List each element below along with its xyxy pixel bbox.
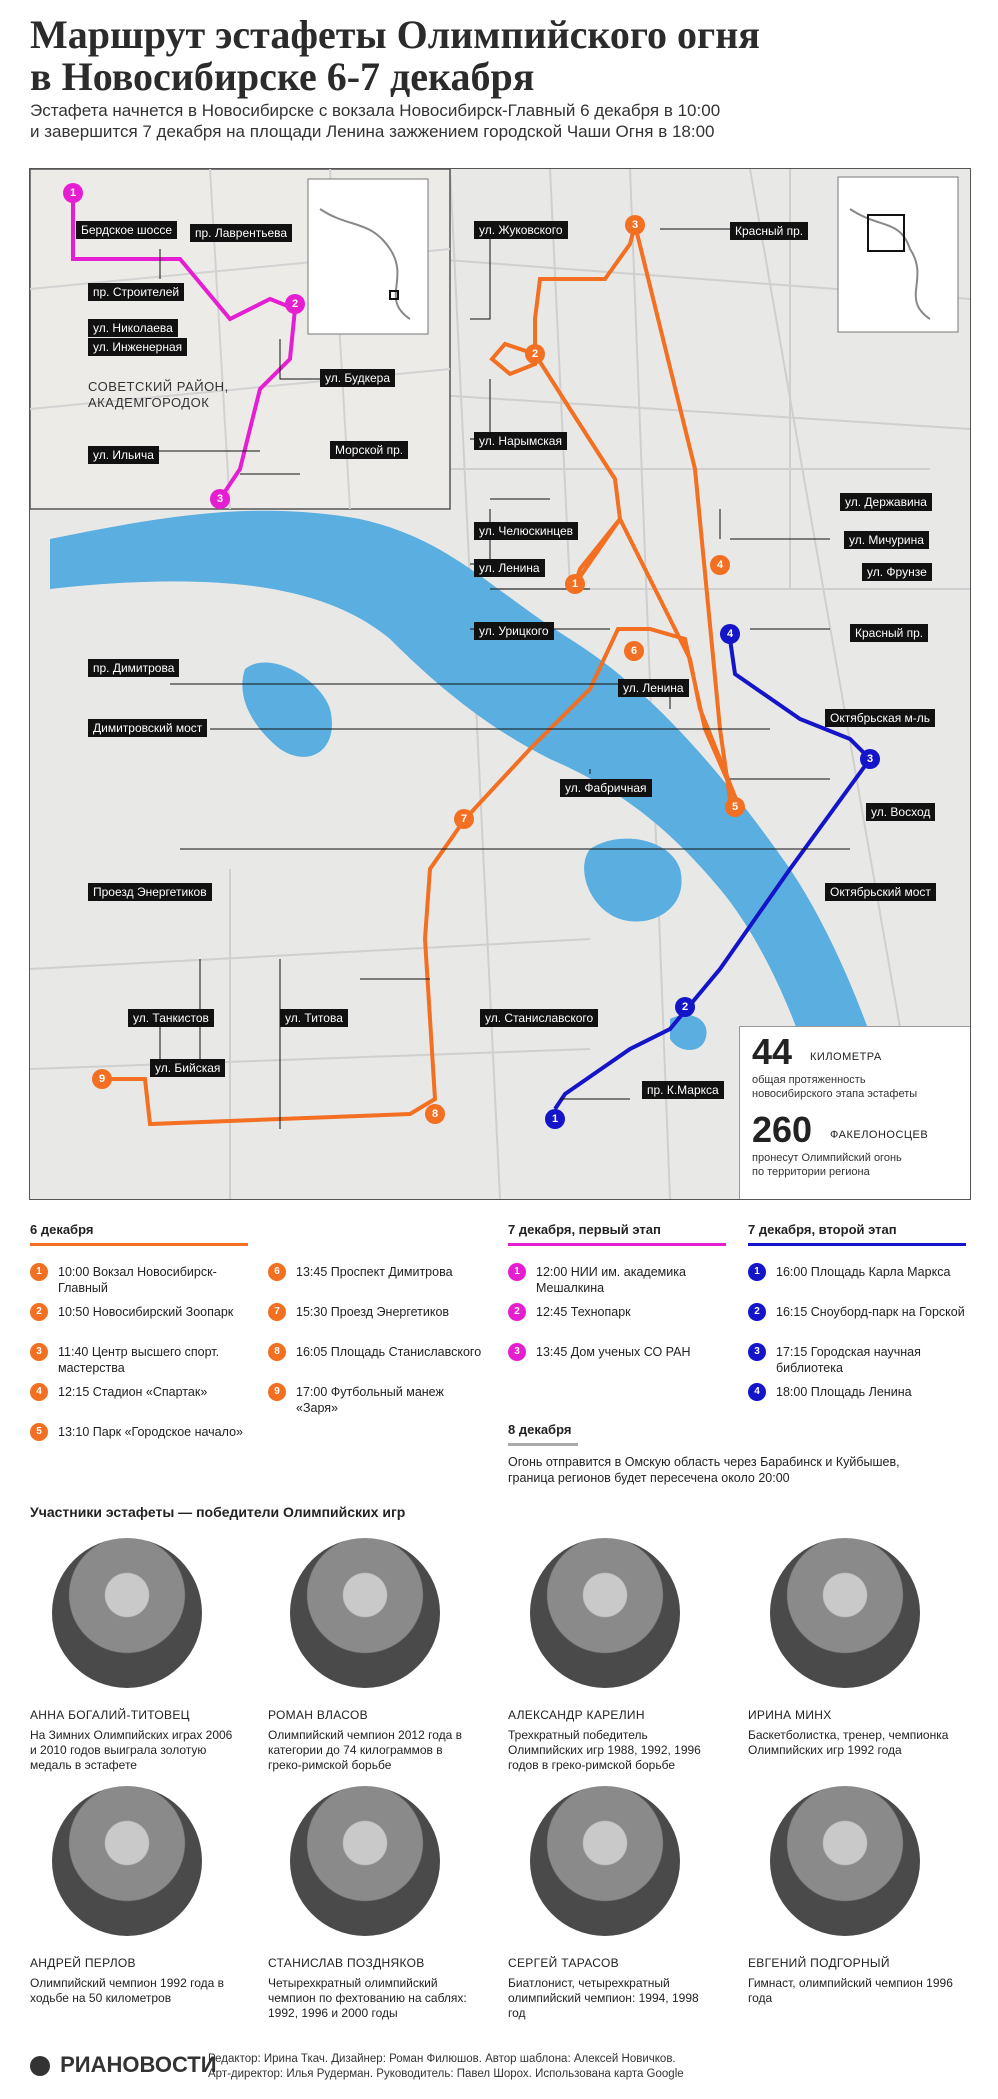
- participant-desc: Четырехкратный олимпийский чемпион по фехтованию на саблях: 1992, 1996 и 2000 годы: [268, 1976, 467, 2020]
- participant-photo: [290, 1786, 440, 1936]
- day2-stage2-item-2-time: 16:15: [776, 1305, 808, 1319]
- day2-stage1-item-2-number: 2: [508, 1303, 526, 1321]
- day1-item-9-place: Футбольный манеж «Заря»: [296, 1385, 444, 1415]
- day2-stage2-item-4-number: 4: [748, 1383, 766, 1401]
- day1-item-1-time: 10:00: [58, 1265, 90, 1279]
- label-krasny-pr-north: Красный пр.: [730, 222, 808, 240]
- day1-title: 6 декабря: [30, 1222, 94, 1237]
- district-label-1: СОВЕТСКИЙ РАЙОН,: [88, 379, 229, 394]
- marker-magenta-3[interactable]: 3: [210, 489, 230, 509]
- day1-item-9-time: 17:00: [296, 1385, 328, 1399]
- label-nikolaeva: ул. Николаева: [88, 319, 178, 337]
- participant-photo: [770, 1538, 920, 1688]
- day2-stage1-line: [508, 1243, 726, 1246]
- subtitle-line-2: и завершится 7 декабря на площади Ленина зажжением городской Чаши Огня в 18:00: [30, 122, 715, 141]
- marker-magenta-1[interactable]: 1: [63, 183, 83, 203]
- day1-item-2-number: 2: [30, 1303, 48, 1321]
- runners-value: 260: [752, 1109, 813, 1150]
- day2-stage2-item-3-time: 17:15: [776, 1345, 808, 1359]
- day1-line: [30, 1243, 248, 1246]
- day1-item-5-number: 5: [30, 1423, 48, 1441]
- label-lavrentieva: пр. Лаврентьева: [190, 224, 292, 242]
- participant-desc: На Зимних Олимпийских играх 2006 и 2010 годов выиграла золотую медаль в эстафете: [30, 1728, 233, 1772]
- day2-stage1-item-3-place: Дом ученых СО РАН: [570, 1345, 691, 1359]
- day1-item-4-time: 12:15: [58, 1385, 90, 1399]
- label-dimitrova: пр. Димитрова: [88, 659, 179, 677]
- day1-item-8-place: Площадь Станиславского: [330, 1345, 482, 1359]
- day1-item-2-place: Новосибирский Зоопарк: [92, 1305, 234, 1319]
- participant-photo: [52, 1538, 202, 1688]
- label-energetikov: Проезд Энергетиков: [88, 883, 212, 901]
- lake-1: [242, 663, 332, 757]
- subtitle-line-1: Эстафета начнется в Новосибирске с вокзала Новосибирск-Главный 6 декабря в 10:00: [30, 101, 721, 120]
- day3-text-1: Огонь отправится в Омскую область через Барабинск и Куйбышев,: [508, 1455, 900, 1469]
- day1-item-1-place: Вокзал Новосибирск-Главный: [58, 1265, 217, 1295]
- participant-name: АЛЕКСАНДР КАРЕЛИН: [508, 1708, 645, 1722]
- day1-item-8-time: 16:05: [296, 1345, 328, 1359]
- title-line-2: в Новосибирске 6-7 декабря: [30, 54, 535, 99]
- ria-logo-icon: [30, 2056, 50, 2076]
- label-lenina-2: ул. Ленина: [618, 679, 689, 697]
- participant-card: [508, 1538, 718, 1772]
- marker-blue-2[interactable]: 2: [675, 997, 695, 1017]
- label-morskoy: Морской пр.: [330, 441, 408, 459]
- label-dimitrovsky-most: Димитровский мост: [88, 719, 207, 737]
- subtitle: [30, 100, 970, 142]
- participant-photo: [530, 1538, 680, 1688]
- label-ilicha: ул. Ильича: [88, 446, 159, 464]
- label-budkera: ул. Будкера: [320, 369, 395, 387]
- day2-stage2-item-4-time: 18:00: [776, 1385, 808, 1399]
- day3-line: [508, 1443, 578, 1446]
- district-label: [88, 379, 229, 411]
- km-desc-1: общая протяженность: [752, 1074, 866, 1086]
- participant-name: СТАНИСЛАВ ПОЗДНЯКОВ: [268, 1956, 425, 1970]
- participant-photo: [290, 1538, 440, 1688]
- participant-card: [748, 1538, 958, 1757]
- day2-stage2-line: [748, 1243, 966, 1246]
- label-frunze: ул. Фрунзе: [862, 563, 932, 581]
- km-unit: КИЛОМЕТРА: [810, 1051, 882, 1063]
- label-fabrichnaya: ул. Фабричная: [560, 779, 652, 797]
- lake-2: [584, 839, 681, 922]
- route-map[interactable]: [29, 168, 971, 1200]
- day1-item-6-place: Проспект Димитрова: [330, 1265, 453, 1279]
- participant-photo: [530, 1786, 680, 1936]
- participant-card: [748, 1786, 958, 2005]
- label-narymskaya: ул. Нарымская: [474, 432, 567, 450]
- label-stanislavskogo: ул. Станиславского: [480, 1009, 598, 1027]
- day1-item-5-place: Парк «Городское начало»: [92, 1425, 243, 1439]
- marker-blue-4[interactable]: 4: [720, 624, 740, 644]
- marker-orange-7[interactable]: 7: [454, 809, 474, 829]
- day1-item-3-time: 11:40: [58, 1345, 89, 1359]
- label-michurina: ул. Мичурина: [844, 531, 929, 549]
- day1-item-6-number: 6: [268, 1263, 286, 1281]
- participant-desc: Трехкратный победитель Олимпийских игр 1988, 1992, 1996 годов в греко-римской борьбе: [508, 1728, 701, 1772]
- day1-item-7-number: 7: [268, 1303, 286, 1321]
- marker-orange-8[interactable]: 8: [425, 1104, 445, 1124]
- day3-title: 8 декабря: [508, 1422, 572, 1437]
- day3-text-2: граница регионов будет пересечена около 20:00: [508, 1471, 790, 1485]
- marker-orange-4[interactable]: 4: [710, 555, 730, 575]
- ria-logo: [30, 2052, 217, 2078]
- runners-unit: ФАКЕЛОНОСЦЕВ: [830, 1129, 929, 1141]
- runners-desc-2: по территории региона: [752, 1166, 870, 1178]
- day2-stage2-item-1-number: 1: [748, 1263, 766, 1281]
- label-krasny-pr-south: Красный пр.: [850, 624, 928, 642]
- day2-stage2-item-3-number: 3: [748, 1343, 766, 1361]
- marker-blue-1[interactable]: 1: [545, 1109, 565, 1129]
- day1-item-7-time: 15:30: [296, 1305, 328, 1319]
- day2-stage2-item-2-number: 2: [748, 1303, 766, 1321]
- label-oktyabrsky-most: Октябрьский мост: [825, 883, 936, 901]
- day2-stage2-item-4-place: Площадь Ленина: [810, 1385, 912, 1399]
- label-stroiteley: пр. Строителей: [88, 283, 184, 301]
- credits: [208, 2052, 684, 2082]
- label-uritskogo: ул. Урицкого: [474, 622, 554, 640]
- participant-name: СЕРГЕЙ ТАРАСОВ: [508, 1956, 619, 1970]
- day2-stage2-title: 7 декабря, второй этап: [748, 1222, 897, 1237]
- day1-item-4-number: 4: [30, 1383, 48, 1401]
- day2-stage1-item-2-time: 12:45: [536, 1305, 568, 1319]
- day1-item-1-number: 1: [30, 1263, 48, 1281]
- participant-card: [268, 1786, 478, 2020]
- marker-orange-5[interactable]: 5: [725, 797, 745, 817]
- label-tankistov: ул. Танкистов: [128, 1009, 214, 1027]
- summary-box: [739, 1026, 970, 1199]
- participant-card: [30, 1538, 240, 1772]
- label-zhukovskogo: ул. Жуковского: [474, 221, 568, 239]
- day1-item-9-number: 9: [268, 1383, 286, 1401]
- label-biyskaya: ул. Бийская: [150, 1059, 225, 1077]
- km-desc-2: новосибирского этапа эстафеты: [752, 1088, 918, 1100]
- participant-name: АННА БОГАЛИЙ-ТИТОВЕЦ: [30, 1708, 190, 1722]
- label-k-marksa: пр. К.Маркса: [642, 1081, 724, 1099]
- day1-item-6-time: 13:45: [296, 1265, 328, 1279]
- day2-stage2-item-1-place: Площадь Карла Маркса: [810, 1265, 951, 1279]
- participant-name: ЕВГЕНИЙ ПОДГОРНЫЙ: [748, 1956, 890, 1970]
- marker-orange-1[interactable]: 1: [565, 574, 585, 594]
- day1-item-8-number: 8: [268, 1343, 286, 1361]
- day3-text: [508, 1454, 968, 1486]
- participant-desc: Гимнаст, олимпийский чемпион 1996 года: [748, 1976, 953, 2005]
- ria-logo-text: РИАНОВОСТИ: [60, 2052, 217, 2077]
- day1-item-4-place: Стадион «Спартак»: [92, 1385, 208, 1399]
- participant-name: РОМАН ВЛАСОВ: [268, 1708, 368, 1722]
- day1-item-3-place: Центр высшего спорт. мастерства: [58, 1345, 220, 1375]
- label-berdskoe-shosse: Бердское шоссе: [76, 221, 177, 239]
- day1-item-7-place: Проезд Энергетиков: [330, 1305, 450, 1319]
- day2-stage1-item-3-number: 3: [508, 1343, 526, 1361]
- title-line-1: Маршрут эстафеты Олимпийского огня: [30, 12, 760, 57]
- label-oktyabrskaya-ml: Октябрьская м-ль: [825, 709, 935, 727]
- day1-item-5-time: 13:10: [58, 1425, 90, 1439]
- marker-magenta-2[interactable]: 2: [285, 294, 305, 314]
- km-value: 44: [752, 1031, 793, 1072]
- participant-photo: [770, 1786, 920, 1936]
- district-label-2: АКАДЕМГОРОДОК: [88, 395, 210, 410]
- marker-orange-2[interactable]: 2: [525, 344, 545, 364]
- day2-stage2-item-2-place: Сноуборд-парк на Горской: [810, 1305, 965, 1319]
- label-voskhod: ул. Восход: [866, 803, 935, 821]
- day2-stage2-item-3-place: Городская научная библиотека: [776, 1345, 921, 1375]
- participant-card: [30, 1786, 240, 2005]
- label-derzhavina: ул. Державина: [840, 493, 932, 511]
- marker-orange-9[interactable]: 9: [92, 1069, 112, 1089]
- participant-card: [268, 1538, 478, 1772]
- locator-map-right: [838, 177, 958, 332]
- label-titova: ул. Титова: [280, 1009, 348, 1027]
- participant-photo: [52, 1786, 202, 1936]
- marker-blue-3[interactable]: 3: [860, 749, 880, 769]
- day2-stage1-item-2-place: Технопарк: [570, 1305, 631, 1319]
- marker-orange-6[interactable]: 6: [624, 641, 644, 661]
- page-title: [30, 14, 970, 98]
- participant-desc: Олимпийский чемпион 2012 года в категории до 74 килограммов в греко-римской борьбе: [268, 1728, 462, 1772]
- label-inzhenernaya: ул. Инженерная: [88, 338, 187, 356]
- participant-desc: Баскетболистка, тренер, чемпионка Олимпийских игр 1992 года: [748, 1728, 949, 1757]
- day1-item-3-number: 3: [30, 1343, 48, 1361]
- day2-stage1-title: 7 декабря, первый этап: [508, 1222, 661, 1237]
- locator-map-left: [308, 179, 428, 334]
- day2-stage1-item-1-place: НИИ им. академика Мешалкина: [536, 1265, 686, 1295]
- participant-name: ИРИНА МИНХ: [748, 1708, 832, 1722]
- km-desc: [752, 1073, 917, 1101]
- runners-desc-1: пронесут Олимпийский огонь: [752, 1152, 902, 1164]
- day1-item-2-time: 10:50: [58, 1305, 90, 1319]
- marker-orange-3[interactable]: 3: [625, 215, 645, 235]
- participant-name: АНДРЕЙ ПЕРЛОВ: [30, 1956, 136, 1970]
- day2-stage1-item-1-number: 1: [508, 1263, 526, 1281]
- day2-stage1-item-3-time: 13:45: [536, 1345, 568, 1359]
- participants-title: Участники эстафеты — победители Олимпийских игр: [30, 1504, 406, 1520]
- participant-card: [508, 1786, 718, 2020]
- participant-desc: Олимпийский чемпион 1992 года в ходьбе на 50 километров: [30, 1976, 224, 2005]
- day2-stage2-item-1-time: 16:00: [776, 1265, 808, 1279]
- label-chelyuskintsev: ул. Челюскинцев: [474, 522, 578, 540]
- runners-desc: [752, 1151, 902, 1179]
- participant-desc: Биатлонист, четырехкратный олимпийский чемпион: 1994, 1998 год: [508, 1976, 699, 2020]
- credits-line-1: Редактор: Ирина Ткач. Дизайнер: Роман Филюшов. Автор шаблона: Алексей Новичков.: [208, 2053, 676, 2065]
- credits-line-2: Арт-директор: Илья Рудерман. Руководитель: Павел Шорох. Использована карта Google: [208, 2068, 684, 2080]
- label-lenina-1: ул. Ленина: [474, 559, 545, 577]
- day2-stage1-item-1-time: 12:00: [536, 1265, 568, 1279]
